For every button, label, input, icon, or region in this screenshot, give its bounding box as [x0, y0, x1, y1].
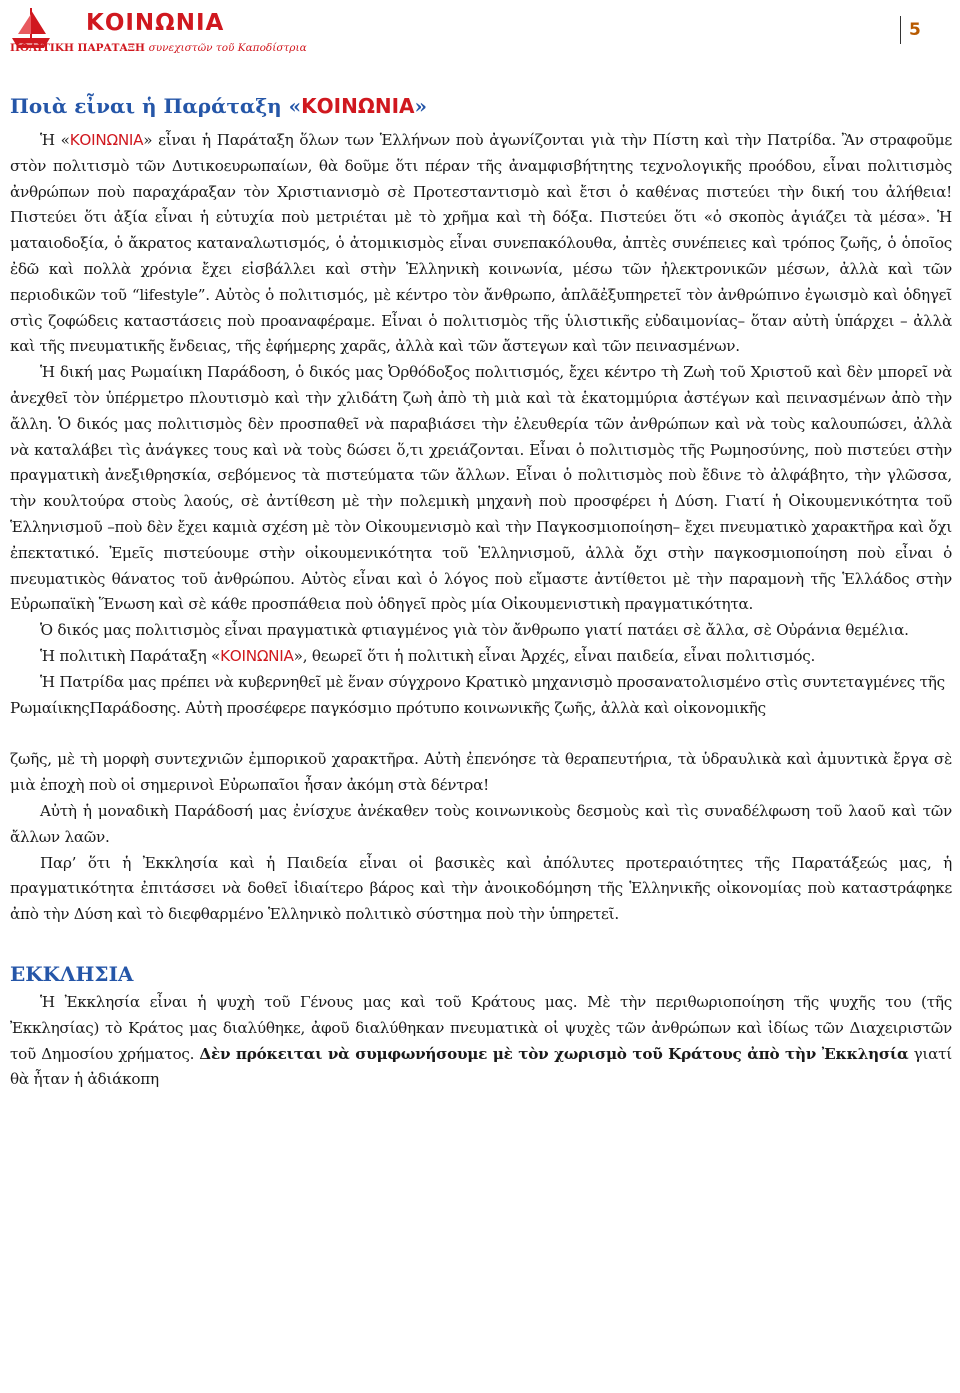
brand-inline: ΚΟΙΝΩΝΙΑ — [69, 131, 144, 149]
brand-inline: ΚΟΙΝΩΝΙΑ — [220, 646, 294, 665]
text-run: », θεωρεῖ ὅτι ἡ πολιτικὴ εἶναι Ἀρχές, εἶναι παιδεία, εἶναι πολιτισμός. — [293, 646, 816, 665]
paragraph: Ἡ Πατρίδα μας πρέπει νὰ κυβερνηθεῖ μὲ ἕναν σύγχρονο Κρατικὸ μηχανισμὸ προσανατολισμένο στὶς συντεταγμένες τῆς ΡωμαίικηςΠαράδοσης. Αὐτὴ προσέφερε παγκόσμιο πρότυπο κοινωνικῆς ζωῆς, ἀλλὰ καὶ οἰκονομικῆς — [10, 672, 945, 717]
paragraph: Ἡ δική μας Ρωμαίικη Παράδοση, ὁ δικός μας Ὀρθόδοξος πολιτισμός, ἔχει κέντρο τὴ Ζωὴ τοῦ Χριστοῦ καὶ δὲν μπορεῖ νὰ ἀνεχθεῖ τὸν ὑπέρμετρο πλουτισμὸ καὶ τὴν χλιδάτη ζωὴ ἀπὸ τὴ μιὰ καὶ τὰ ἑκατομμύρια ἀστέγων καὶ πεινασμένων ἀπὸ τὴν ἄλλη. Ὁ δικός μας πολιτισμὸς δὲν προσπαθεῖ νὰ παραβιάσει τὴν ἐλευθερία τῶν ἀνθρώπων καὶ νὰ τοὺς καλουπώσει, ἀλλὰ νὰ καταλάβει τὶς ἀνάγκες τους καὶ νὰ τοὺς δώσει ὅ,τι χρειάζονται. Εἶναι ὁ πολιτισμὸς τῆς Ρωμηοσύνης, ποὺ πιστεύει στὴν πραγματικὴ ἀνεξιθρησκία, σεβόμενος τὰ πιστεύματα τῶν ἄλλων. Εἶναι ὁ πολιτισμὸς ποὺ ἔδινε τὸ ἀλφάβητο, τὴν γλῶσσα, τὴν κουλτούρα στοὺς λαούς, σὲ ἀντίθεση μὲ τὴν πολεμικὴ μηχανὴ ποὺ προσφέρει ἡ Δύση. Γιατί ἡ Οἰκουμενικότητα τοῦ Ἑλληνισμοῦ –ποὺ δὲν ἔχει καμιὰ σχέση μὲ τὸν Οἰκουμενισμὸ καὶ τὴν Παγκοσμιοποίηση– ἔχει πνευματικὸ χαρακτῆρα καὶ ὄχι ἐπεκτατικό. Ἐμεῖς πιστεύουμε στὴν οἰκουμενικότητα τοῦ Ἑλληνισμοῦ, ἀλλὰ ὄχι στὴν παγκοσμιοποίηση ποὺ εἶναι ὁ πνευματικὸς θάνατος τοῦ ἀνθρώπου. Αὐτὸς εἶναι καὶ ὁ λόγος ποὺ εἴμαστε ἀντίθετοι μὲ τὴν παραμονὴ τῆς Ἑλλάδος στὴν Εὐρωπαϊκὴ Ἕνωση καὶ σὲ κάθε προσπάθεια ποὺ ὁδηγεῖ πρὸς μία Οἰκουμενιστικὴ πραγματικότητα. — [10, 363, 952, 614]
page-number-divider — [900, 16, 901, 44]
brand-tagline — [10, 42, 307, 54]
paragraph-gap — [10, 721, 952, 747]
paragraph — [10, 990, 952, 1093]
paragraph: Ὁ δικός μας πολιτισμὸς εἶναι πραγματικὰ φτιαγμένος γιὰ τὸν ἄνθρωπο γιατί πατάει σὲ ἄλλα, σὲ Οὐράνια θεμέλια. — [40, 621, 909, 640]
tagline-italic: συνεχιστῶν τοῦ Καποδίστρια — [148, 42, 307, 54]
text-run: γιατί θὰ ἦταν ἡ ἀδιάκοπη — [10, 1044, 952, 1089]
title-suffix: » — [414, 94, 428, 118]
text-run: Ἡ πολιτικὴ Παράταξη « — [40, 646, 221, 665]
paragraph: Αὐτὴ ἡ μοναδικὴ Παράδοσή μας ἐνίσχυε ἀνέκαθεν τοὺς κοινωνικοὺς δεσμοὺς καὶ τὶς συναδέλφωση τοῦ λαοῦ καὶ τῶν ἄλλων λαῶν. — [10, 801, 952, 846]
paragraph: Παρ’ ὅτι ἡ Ἐκκλησία καὶ ἡ Παιδεία εἶναι οἱ βασικὲς καὶ ἀπόλυτες προτεραιότητες τῆς Παρατάξεώς μας, ἡ πραγματικότητα ἐπιτάσσει νὰ δοθεῖ ἰδιαίτερο βάρος καὶ τὴν ἀνοικοδόμηση τῆς Ἑλληνικῆς οἰκονομίας ποὺ καταστράφηκε ἀπὸ τὴν Δύση καὶ τὸ διεφθαρμένο Ἑλληνικὸ πολιτικὸ σύστημα ποὺ τὴν ὑπηρετεῖ. — [10, 853, 952, 924]
text-run: Ἡ Ἐκκλησία εἶναι ἡ ψυχὴ τοῦ Γένους μας καὶ τοῦ Κράτους μας. Μὲ τὴν περιθωριοποίηση τῆς ψυχῆς του (τῆς Ἐκκλησίας) τὸ Κράτος μας διαλύθηκε, ἀφοῦ διαλύθηκαν πνευματικὰ οἱ ψυχὲς τῶν ἀνθρώπων καὶ ἰδίως τῶν Διαχειριστῶν τοῦ Δημοσίου χρήματος. — [10, 992, 952, 1063]
page-number: 5 — [909, 20, 921, 40]
brand-name: ΚΟΙΝΩΝΙΑ — [86, 10, 225, 36]
paragraph — [10, 128, 952, 360]
section-title-ekklisia: ΕΚΚΛΗΣΙΑ — [10, 961, 134, 986]
text-run: » εἶναι ἡ Παράταξη ὅλων των Ἑλλήνων ποὺ ἀγωνίζονται γιὰ τὴν Πίστη καὶ τὴν Πατρίδα. Ἂν στραφοῦμε στὸν πολιτισμὸ τῶν Δυτικοευρωπαίων, θὰ δοῦμε ὅτι πέραν τῆς ἀναμφισβήτητης τεχνολογικῆς προόδου, εἶναι πολιτισμὸς ἀνθρώπων ποὺ παραχάραξαν τὸν Χριστιανισμὸ σὲ Προτεσταντισμὸ καὶ ἔτσι ὁ καθένας πιστεύει τὴν δική του ἀλήθεια! Πιστεύει ὅτι ἀξία εἶναι ἡ εὐτυχία ποὺ μετριέται μὲ τὸ χρῆμα καὶ τὴ δόξα. Πιστεύει ὅτι «ὁ σκοπὸς ἁγιάζει τὰ μέσα». Ἡ ματαιοδοξία, ὁ ἄκρατος καταναλωτισμός, ὁ ἀτομικισμὸς εἶναι συνεπακόλουθα, ἀπτὲς συνέπειες καὶ τρόπος ζωῆς, ὁ ὁποῖος ἐδῶ καὶ πολλὰ χρόνια ἔχει εἰσβάλλει καὶ στὴν Ἑλληνικὴ κοινωνία, μέσω τῶν ἠλεκτρονικῶν μέσων, ἀλλὰ καὶ τῶν περιοδικῶν τοῦ “lifestyle”. Αὐτὸς ὁ πολιτισμός, μὲ κέντρο τὸν ἄνθρωπο, ἀπλᾶἐξυπηρετεῖ τὸν ἀνθρώπινο ἐγωισμὸ καὶ ὁδηγεῖ στὶς ζοφώδεις καταστάσεις ποὺ προαναφέραμε. Εἶναι ὁ πολιτισμὸς τῆς ὑλιστικῆς εὐδαιμονίας– ὅταν αὐτὴ ὑπάρχει – ἀλλὰ καὶ τῆς πνευματικῆς ἔνδειας, τῆς ἐφήμερης χαρᾶς, ἀλλὰ καὶ τῶν ἄστεγων καὶ τῶν πεινασμένων. — [10, 131, 952, 356]
bold-statement: Δὲν πρόκειται νὰ συμφωνήσουμε μὲ τὸν χωρισμὸ τοῦ Κράτους ἀπὸ τὴν Ἐκκλησία — [199, 1044, 909, 1063]
page-header — [0, 0, 960, 62]
section-title-koinonia — [10, 94, 952, 118]
title-prefix: Ποιὰ εἶναι ἡ Παράταξη « — [10, 94, 302, 118]
paragraph: ζωῆς, μὲ τὴ μορφὴ συντεχνιῶν ἐμπορικοῦ χαρακτῆρα. Αὐτὴ ἐπενόησε τὰ θεραπευτήρια, τὰ ὑδραυλικὰ καὶ ἀμυντικὰ ἔργα σὲ μιὰ ἐποχὴ ποὺ οἱ σημερινοὶ Εὐρωπαῖοι ἦσαν ἀκόμη στὰ δέντρα! — [10, 750, 952, 795]
document-body — [10, 94, 952, 1093]
tagline-bold: ΠΟΛΙΤΙΚΗ ΠΑΡΑΤΑΞΗ — [10, 42, 145, 54]
paragraph — [10, 644, 952, 670]
page-number-box — [900, 16, 950, 44]
text-run: Ἡ « — [40, 131, 70, 149]
title-brand: ΚΟΙΝΩΝΙΑ — [301, 94, 415, 118]
